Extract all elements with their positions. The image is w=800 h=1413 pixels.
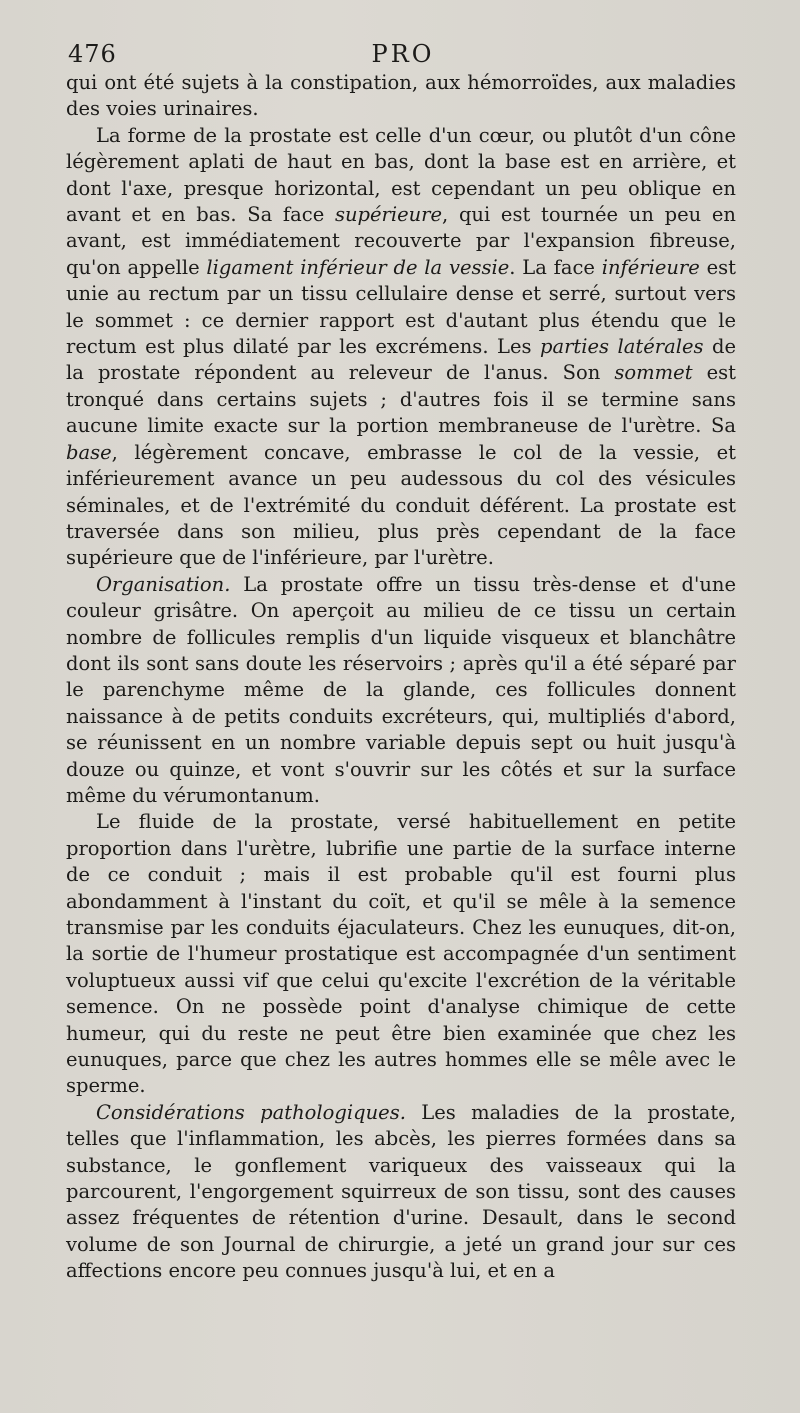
text-run: . La face	[509, 255, 602, 279]
italic-text: parties latérales	[539, 335, 704, 359]
italic-text: supérieure	[334, 203, 443, 227]
italic-text: inférieure	[601, 255, 700, 279]
running-head: PRO	[371, 40, 435, 68]
text-run: qui ont été sujets à la constipation, aux hémorroïdes, aux maladies des voies urinaires.	[66, 71, 736, 121]
paragraph	[66, 809, 736, 1099]
text-run: de la prostate répondent au releveur de l'anus. Son	[66, 335, 737, 385]
text-run: La prostate offre un tissu très-dense et d'une couleur grisâtre. On aperçoit au milieu de ce tissu un certain nombre de follicules remplis d'un liquide visqueux et blanchâtre dont ils sont sans doute les réservoirs ; après qu'il a été séparé par le parenchyme même de la glande, ces follicules donnent naissance à de petits conduits excréteurs, qui, multipliés d'abord, se réunissent en un nombre variable depuis sept ou huit jusqu'à douze ou quinze, et vont s'ouvrir sur les côtés et sur la surface même du vérumontanum.	[66, 572, 736, 807]
paragraph	[66, 123, 736, 572]
paragraph	[66, 1100, 736, 1285]
italic-text: base	[66, 440, 112, 464]
page-number: 476	[68, 40, 117, 68]
text-run: Le fluide de la prostate, versé habituellement en petite proportion dans l'urètre, lubrifie une partie de la surface interne de ce conduit ; mais il est probable qu'il est fourni plus abondamment à l'instant du coït, et qu'il se mêle à la semence transmise par les conduits éjaculateurs. Chez les eunuques, dit-on, la sortie de l'humeur prostatique est accompagnée d'un sentiment voluptueux aussi vif que celui qu'excite l'excrétion de la véritable semence. On ne possède point d'analyse chimique de cette humeur, qui du reste ne peut être bien examinée que chez les eunuques, parce que chez les autres hommes elle se mêle avec le sperme.	[66, 810, 736, 1098]
italic-text: sommet	[614, 361, 693, 385]
italic-text: Organisation.	[96, 572, 231, 596]
page-header	[68, 40, 738, 72]
body-text	[66, 70, 736, 1285]
italic-text: Considérations pathologiques.	[96, 1100, 406, 1124]
text-run: est tronqué dans certains sujets ; d'autres fois il se termine sans aucune limite exacte sur la portion membraneuse de l'urètre. Sa	[66, 361, 736, 438]
text-run: Les maladies de la prostate, telles que l'inflammation, les abcès, les pierres formées dans sa substance, le gonflement variqueux des vaisseaux qui la parcourent, l'engorgement squirreux de son tissu, sont des causes assez fréquentes de rétention d'urine. Desault, dans le second volume de son Journal de chirurgie, a jeté un grand jour sur ces affections encore peu connues jusqu'à lui, et en a	[66, 1100, 736, 1283]
text-run: est unie au rectum par un tissu cellulaire dense et serré, surtout vers le sommet : ce dernier rapport est d'autant plus étendu que le rectum est plus dilaté par les excrémens. Les	[66, 255, 736, 359]
text-run: , qui est tournée un peu en avant, est immédiatement recouverte par l'expansion fibreuse, qu'on appelle	[66, 203, 736, 279]
paragraph	[66, 572, 736, 810]
text-run: La forme de la prostate est celle d'un cœur, ou plutôt d'un cône légèrement aplati de haut en bas, dont la base est en arrière, et dont l'axe, presque horizontal, est cependant un peu oblique en avant et en bas. Sa face	[66, 123, 736, 227]
italic-text: ligament inférieur de la vessie	[206, 255, 510, 279]
text-run: , légèrement concave, embrasse le col de la vessie, et inférieurement avance un peu audessous du col des vésicules séminales, et de l'extrémité du conduit déférent. La prostate est traversée dans son milieu, plus près cependant de la face supérieure que de l'inférieure, par l'urètre.	[66, 440, 736, 570]
paragraph	[66, 70, 736, 123]
